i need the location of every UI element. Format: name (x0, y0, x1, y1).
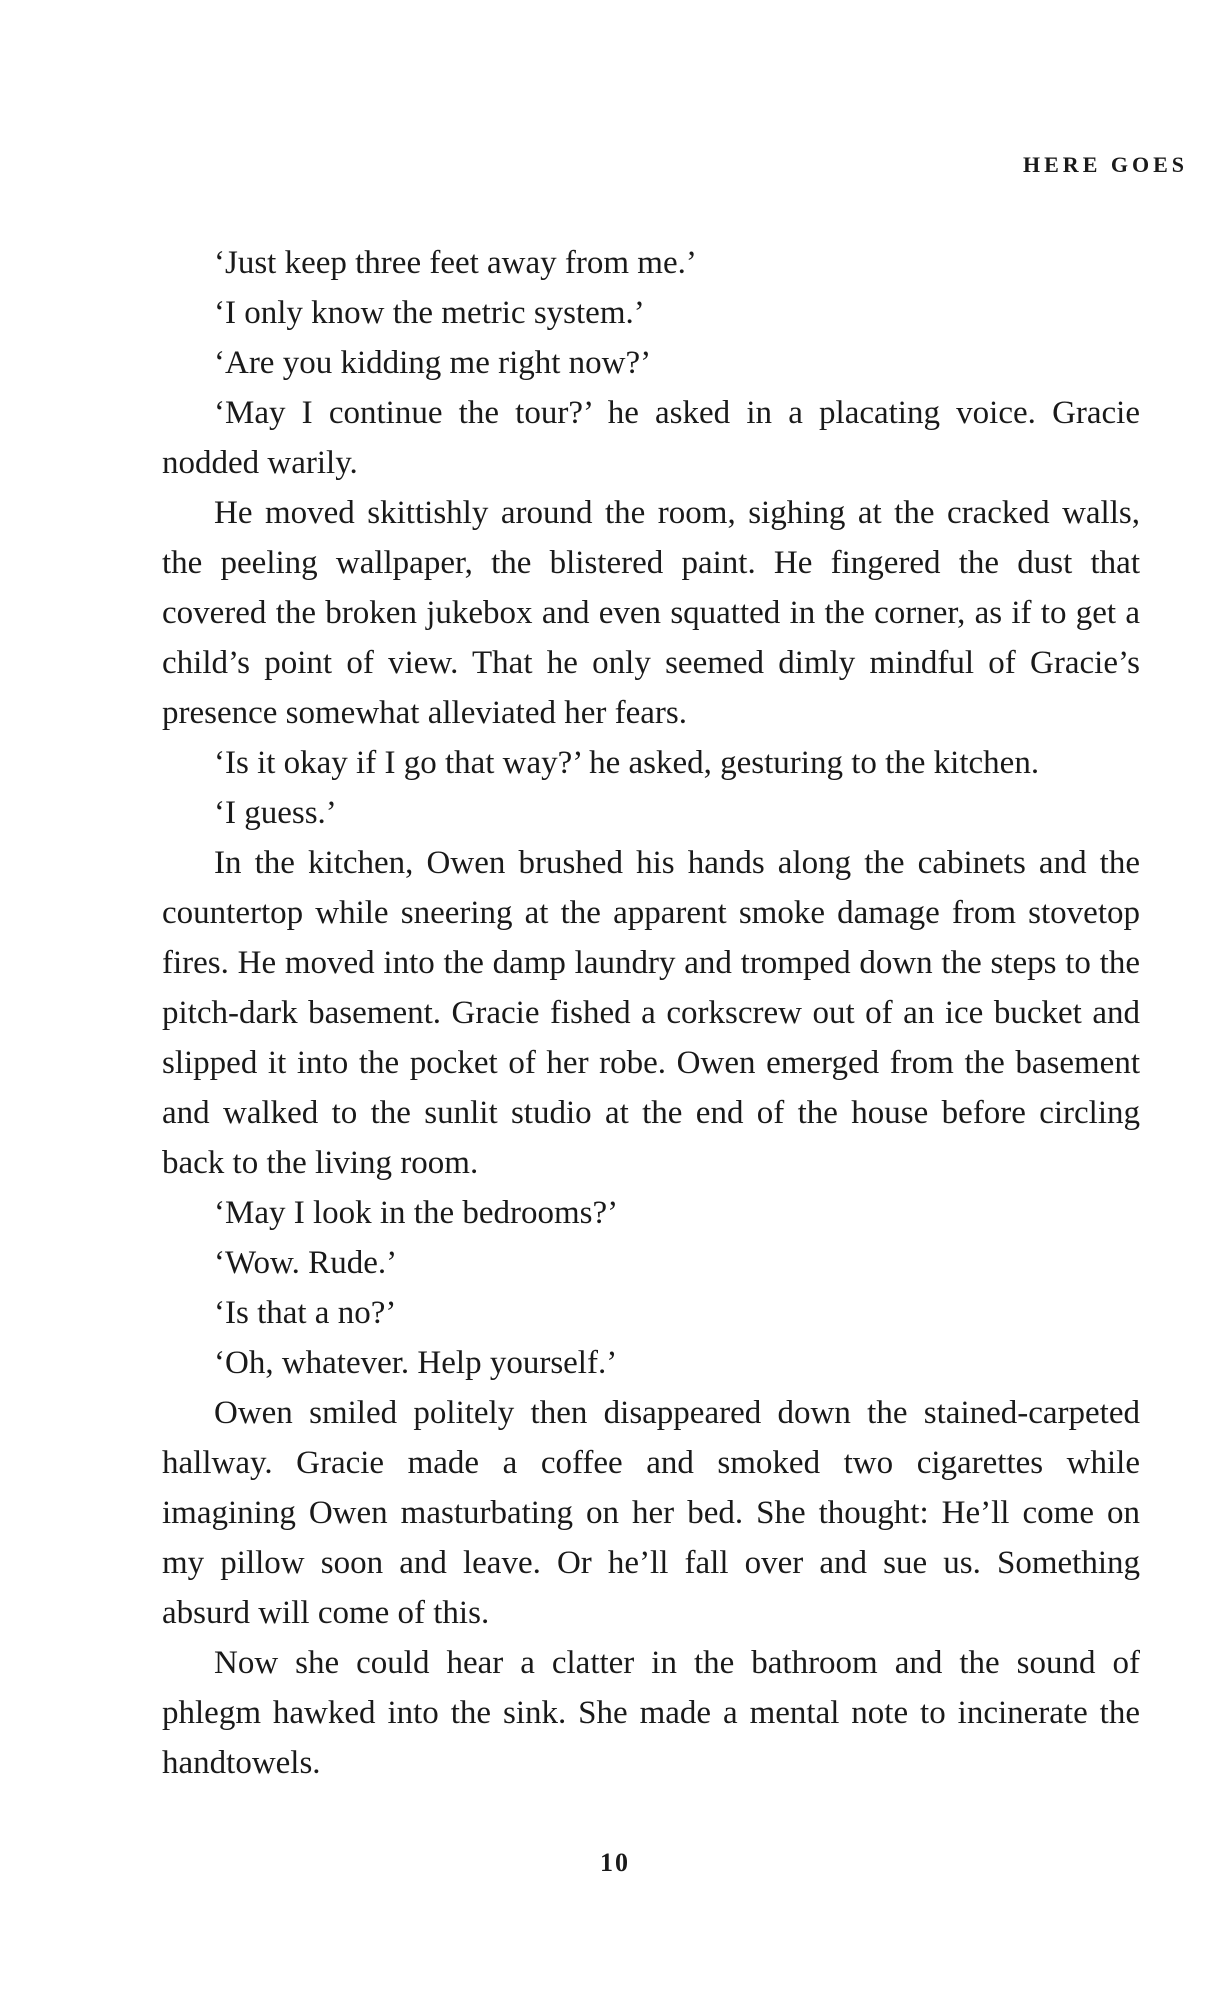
paragraph: ‘Wow. Rude.’ (214, 1245, 398, 1281)
paragraph: ‘Are you kidding me right now?’ (214, 345, 652, 381)
page-number: 10 (600, 1848, 630, 1877)
paragraph: ‘Just keep three feet away from me.’ (214, 245, 697, 281)
running-head: HERE GOES (1023, 152, 1188, 177)
body-text (162, 238, 1140, 1788)
paragraph: Owen smiled politely then disappeared down the stained-carpeted hallway. Gracie made a coffee and smoked two cigarettes while imagining Owen masturbating on her bed. She thought: He’ll come on my pillow soon and leave. Or he’ll fall over and sue us. Something absurd will come of this. (162, 1395, 1140, 1631)
paragraph: ‘Oh, whatever. Help yourself.’ (214, 1345, 618, 1381)
paragraph: He moved skittishly around the room, sighing at the cracked walls, the peeling wallpaper, the blistered paint. He fingered the dust that covered the broken jukebox and even squatted in the corner, as if to get a child’s point of view. That he only seemed dimly mindful of Gracie’s presence somewhat alleviated her fears. (162, 495, 1140, 731)
paragraph: Now she could hear a clatter in the bathroom and the sound of phlegm hawked into the sink. She made a mental note to incinerate the handtowels. (162, 1645, 1140, 1781)
paragraph: ‘Is that a no?’ (214, 1295, 397, 1331)
paragraph: ‘Is it okay if I go that way?’ he asked, gesturing to the kitchen. (214, 745, 1040, 781)
paragraph: ‘May I continue the tour?’ he asked in a placating voice. Gracie nodded warily. (162, 395, 1140, 481)
paragraph: ‘I guess.’ (214, 795, 337, 831)
paragraph: In the kitchen, Owen brushed his hands along the cabinets and the countertop while sneering at the apparent smoke damage from stovetop fires. He moved into the damp laundry and tromped down the steps to the pitch-dark basement. Gracie fished a corkscrew out of an ice bucket and slipped it into the pocket of her robe. Owen emerged from the basement and walked to the sunlit studio at the end of the house before circling back to the living room. (162, 845, 1140, 1181)
paragraph: ‘May I look in the bedrooms?’ (214, 1195, 619, 1231)
paragraph: ‘I only know the metric system.’ (214, 295, 645, 331)
